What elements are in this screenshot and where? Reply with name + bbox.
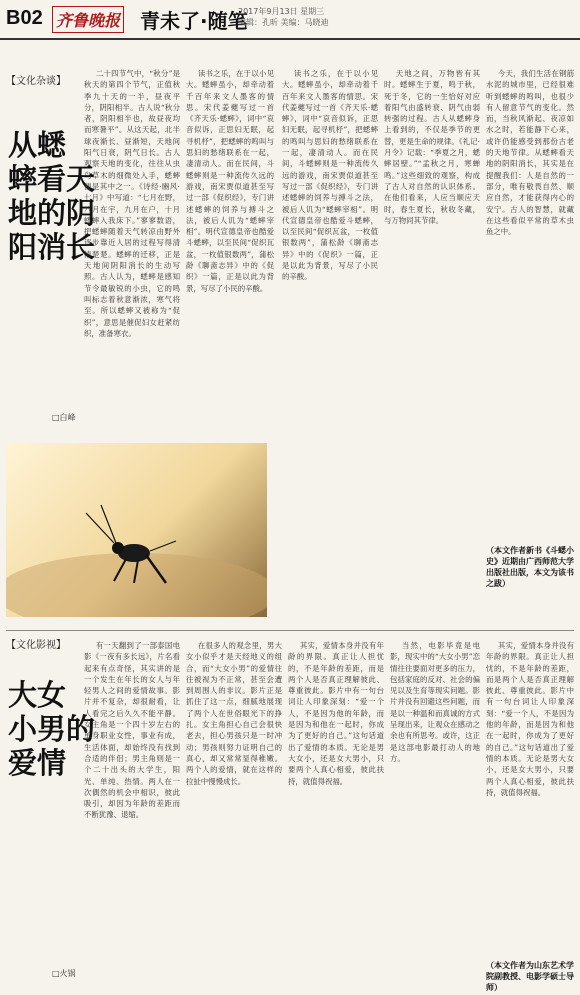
page-number: B02: [6, 7, 43, 29]
book-caption: （本文作者新书《斗蟋小史》近期由广西师范大学出版社出版，本文为该书之跋）: [486, 546, 574, 588]
title-line: 蟀看天: [8, 162, 96, 196]
article-1-column-1: [84, 68, 180, 438]
article-1-tag: 【文化杂谈】: [6, 76, 66, 87]
paragraph: 其实，爱情本身并没有年龄的界限。真正让人担忧的，不是年龄的差距，而是两个人是否真正理解彼此、尊重彼此。影片中有一句台词让人印象深刻：“爱一个人，不是因为他的年龄，而是因为和他在一起时，你成为了更好的自己。”这句话道出了爱情的本质。无论是男大女小，还是女大男小，只要两个人真心相爱，彼此扶持，就值得祝福。: [486, 641, 574, 797]
article-2-column-4: [390, 640, 480, 990]
page-header: [0, 0, 580, 40]
article-2-column-3: [288, 640, 384, 990]
header-meta: [238, 6, 329, 28]
title-line: 从蟋: [8, 128, 67, 162]
title-line: 地的阴: [8, 196, 96, 230]
article-divider: [6, 630, 574, 631]
paragraph: 在很多人的观念里，男大女小似乎才是天经地义的组合，而“大女小男”的爱情往往被视为不正常，甚至会遭到周围人的非议。影片正是抓住了这一点，细腻地展现了两个人在世俗眼光下的挣扎。女主角担心自己会很快老去，担心男孩只是一时冲动；男孩则努力证明自己的真心，却又常常显得稚嫩。两个人的爱情，就在这样的拉扯中慢慢成长。: [186, 641, 282, 786]
article-2-column-5: [486, 640, 574, 940]
title-line: 爱情: [8, 746, 67, 780]
article-1-title: [8, 128, 95, 264]
title-line: 阳消长: [8, 230, 96, 264]
article-1-column-5: [486, 68, 574, 538]
author-bio: （本文作者为山东艺术学院副教授、电影学硕士导师）: [486, 961, 574, 992]
paragraph: 其实，爱情本身并没有年龄的界限。真正让人担忧的，不是年龄的差距，而是两个人是否真正理解彼此、尊重彼此。影片中有一句台词让人印象深刻：“爱一个人，不是因为他的年龄，而是因为和他在一起时，你成为了更好的自己。”这句话道出了爱情的本质。无论是男大女小，还是女大男小，只要两个人真心相爱，彼此扶持，就值得祝福。: [288, 641, 384, 786]
cricket-photo: [6, 443, 267, 617]
issue-date: 2017年9月13日 星期三: [238, 7, 325, 16]
paragraph: 天地之间，万物皆有其时。蟋蟀生于夏，鸣于秋，死于冬，它的一生恰好对应着阳气由盛转衰、阴气由弱转强的过程。古人从蟋蟀身上看到的，不仅是季节的更替，更是生命的规律。《礼记·月令》记载：“季夏之月，蟋蟀居壁。”“孟秋之月，寒蝉鸣。”这些细致的观察，构成了古人对自然的认识体系。在他们看来，人应当顺应天时，春生夏长，秋收冬藏，与万物同其节律。: [384, 69, 480, 225]
article-1-column-3: [282, 68, 378, 624]
title-line: 小男的: [8, 712, 96, 746]
paragraph: 读书之乐，在于以小见大。蟋蟀虽小，却牵动着千百年来文人墨客的情思。宋代姜夔写过一首《齐天乐·蟋蟀》，词中“哀音似诉，正思妇无眠，起寻机杼”，把蟋蟀的鸣叫与思妇的愁绪联系在一起，凄清动人。而在民间，斗蟋蟀则是一种流传久远的游戏，南宋贾似道甚至写过一部《促织经》，专门讲述蟋蟀的饲养与搏斗之法，被后人讥为“蟋蟀宰相”。明代宣德皇帝也酷爱斗蟋蟀，以至民间“促织瓦盆，一枚值银数两”，蒲松龄《聊斋志异》中的《促织》一篇，正是以此为背景，写尽了小民的辛酸。: [186, 69, 274, 293]
article-2-tag: 【文化影视】: [6, 640, 66, 651]
article-1-column-2: [186, 68, 274, 438]
cricket-illustration: [6, 443, 267, 617]
paragraph: 今天，我们生活在钢筋水泥的城市里，已经很难听到蟋蟀的鸣叫，也很少有人留意节气的变化。然而，当秋风渐起、夜凉如水之时，若能静下心来，或许仍能感受到那份古老的天地节律。从蟋蟀看天地的阴阳消长，其实是在提醒我们：人是自然的一部分，唯有敬畏自然、顺应自然，才能获得内心的安宁。古人的智慧，就藏在这些看似平常的草木虫鱼之中。: [486, 69, 574, 237]
editor-credits: 编辑：孔昕 美编：马晓迪: [238, 18, 329, 27]
paragraph: 当然，电影毕竟是电影，现实中的“大女小男”恋情往往要面对更多的压力，包括家庭的反对、社会的偏见以及生育等现实问题。影片并没有回避这些问题，而是以一种温和而真诚的方式呈现出来，让观众在感动之余也有所思考。或许，这正是这部电影最打动人的地方。: [390, 641, 480, 763]
article-2-title: [8, 678, 95, 780]
article-2-column-1: [84, 640, 180, 990]
masthead-logo: 齐鲁晚报: [52, 6, 124, 33]
paragraph: 有一天翻到了一部泰国电影《一夜有多长远》，片名看起来有点奇怪，其实讲的是一个发生在年长的女人与年轻男人之间的爱情故事。影片并不复杂，却很耐看，让人看完之后久久不能平静。女主角是一个四十岁左右的单身职业女性，事业有成，生活体面，却始终没有找到合适的伴侣；男主角则是一个二十出头的大学生，阳光、单纯、热情。两人在一次偶然的机会中相识，彼此吸引，却因为年龄的差距而不断犹豫、退缩。: [84, 641, 180, 820]
article-2-column-2: [186, 640, 282, 990]
article-1-column-4: [384, 68, 480, 624]
section-title: 青未了·随笔: [140, 9, 248, 33]
article-2-author: □火锅: [52, 969, 76, 978]
paragraph: 读书之乐，在于以小见大。蟋蟀虽小，却牵动着千百年来文人墨客的情思。宋代姜夔写过一首《齐天乐·蟋蟀》，词中“哀音似诉，正思妇无眠，起寻机杼”，把蟋蟀的鸣叫与思妇的愁绪联系在一起，凄清动人。而在民间，斗蟋蟀则是一种流传久远的游戏，南宋贾似道甚至写过一部《促织经》，专门讲述蟋蟀的饲养与搏斗之法，被后人讥为“蟋蟀宰相”。明代宣德皇帝也酷爱斗蟋蟀，以至民间“促织瓦盆，一枚值银数两”，蒲松龄《聊斋志异》中的《促织》一篇，正是以此为背景，写尽了小民的辛酸。: [282, 69, 378, 282]
paragraph: 二十四节气中，“秋分”是秋天的第四个节气，正值秋季九十天的一半，昼夜平分，阴阳相半。古人说“秋分者，阴阳相半也，故昼夜均而寒暑平”。从这天起，北半球夜渐长、昼渐短，天地间阳气日衰，阴气日长。古人观察天地的变化，往往从虫鸟草木的细微处入手，蟋蟀便是其中之一。《诗经·豳风·七月》中写道：“七月在野，八月在宇，九月在户，十月蟋蟀入我床下。”寥寥数语，把蟋蟀随着天气转凉由野外逐步靠近人居的过程写得清清楚楚。蟋蟀的迁移，正是天地间阴阳消长的生动写照。古人认为，蟋蟀是感知节令最敏锐的小虫，它的鸣叫标志着秋意渐浓，寒气将至。所以蟋蟀又被称为“促织”，意思是催促妇女赶紧纺织，准备寒衣。: [84, 69, 180, 338]
article-1-author: □白峰: [52, 413, 76, 422]
title-line: 大女: [8, 678, 67, 712]
